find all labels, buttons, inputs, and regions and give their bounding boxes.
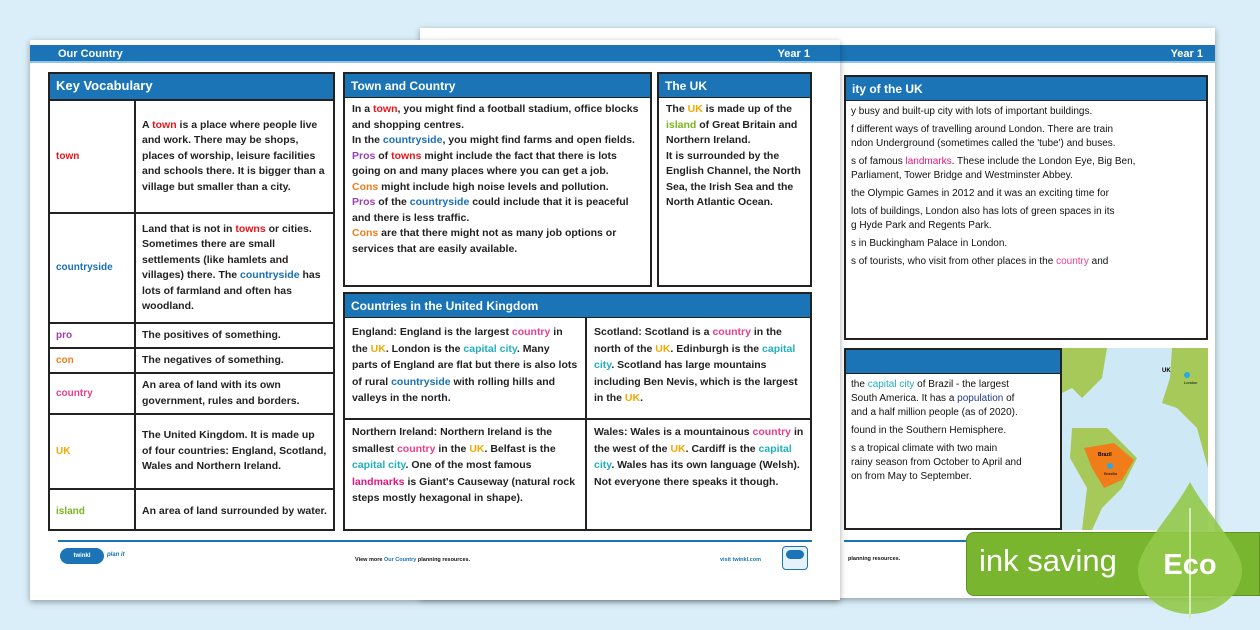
text-run: . Scotland has large mountains including Ben Nevis, which is the largest in the xyxy=(594,359,798,404)
vocab-row xyxy=(50,373,333,414)
keyword-con: Cons xyxy=(352,227,379,239)
keyword-country: country xyxy=(712,326,751,338)
text-run: in the west of the xyxy=(594,426,804,455)
text-run: in the xyxy=(352,326,563,355)
text-run: lots of buildings, London also has lots of green spaces in its xyxy=(851,206,1115,217)
keyword-town: town xyxy=(152,118,177,131)
country-cell-scotland xyxy=(587,320,812,411)
town-and-country-text xyxy=(345,98,650,261)
keyword-uk: UK xyxy=(624,392,641,404)
front-page xyxy=(30,40,840,600)
capital-paragraph xyxy=(851,123,1201,151)
vocab-definition xyxy=(135,348,333,373)
vocab-term: countryside xyxy=(50,213,135,323)
brazil-heading xyxy=(846,350,1060,374)
keyword-countryside: Our Country xyxy=(383,557,417,563)
brazil-paragraph xyxy=(851,378,1055,420)
view-more-link[interactable] xyxy=(355,557,470,563)
visit-twinkl-link[interactable]: visit twinkl.com xyxy=(720,557,761,563)
text-run: An area of land with its own government, rules and borders. xyxy=(142,379,300,407)
keyword-landmarks: landmarks xyxy=(352,475,405,488)
countries-heading: Countries in the United Kingdom xyxy=(345,294,810,318)
text-run: has lots of farmland and often has woodland. xyxy=(142,269,321,312)
text-run: might include high noise levels and pollution. xyxy=(378,180,609,193)
text-run: , you might find a football stadium, office blocks and shopping centres. xyxy=(352,103,639,131)
front-footer-line xyxy=(58,540,812,542)
keyword-pro: Pros xyxy=(352,196,376,208)
ink-saving-label: ink saving xyxy=(979,543,1117,578)
text-run: could include that it is peaceful and there is less traffic. xyxy=(352,196,629,224)
text-run: is a place where people live and work. There may be shops, places of worship, leisure facilities and schools there. It is bigger than a village but smaller than a city. xyxy=(142,118,325,193)
text-run: of Brazil - the largest xyxy=(914,379,1009,390)
text-run: of Great Britain and Northern Ireland. xyxy=(666,118,798,146)
keyword-country: country xyxy=(752,426,792,438)
vocab-row xyxy=(50,348,333,373)
key-vocabulary-box xyxy=(48,72,335,531)
text-run: in the xyxy=(435,442,470,455)
vocab-row xyxy=(50,489,333,531)
keyword-landmarks: landmarks xyxy=(905,156,952,167)
text-run: Northern Ireland: Northern Ireland is the smallest xyxy=(352,426,553,455)
capital-paragraph xyxy=(851,105,1201,119)
keyword-uk: UK xyxy=(655,342,671,355)
text-run: . London is the xyxy=(385,342,464,355)
eco-leaf-icon xyxy=(1130,478,1250,618)
text-run: . Wales has its own language (Welsh). Not everyone there speaks it though. xyxy=(594,459,800,488)
keyword-uk: UK xyxy=(469,442,485,455)
brasilia-dot xyxy=(1107,463,1113,469)
uk-box xyxy=(657,72,812,287)
vocab-definition xyxy=(135,323,333,348)
uk-text xyxy=(659,98,810,215)
keyword-capital: capital city xyxy=(463,342,517,355)
text-run: s a tropical climate with two main xyxy=(851,443,998,454)
brazil-paragraph xyxy=(851,424,1055,438)
vocab-term: con xyxy=(50,348,135,373)
brazil-paragraph xyxy=(851,442,1055,484)
text-run: s in Buckingham Palace in London. xyxy=(851,238,1008,249)
text-run: f different ways of travelling around London. There are train xyxy=(851,124,1114,135)
keyword-town: town xyxy=(373,103,398,115)
keyword-uk: UK xyxy=(370,342,386,355)
text-run: An area of land surrounded by water. xyxy=(142,504,327,517)
text-run: in the north of the xyxy=(594,326,782,355)
country-cell-england xyxy=(345,320,585,411)
vocab-definition xyxy=(135,373,333,414)
text-run: planning resources. xyxy=(416,557,471,563)
text-run: The xyxy=(666,103,688,115)
text-run: . xyxy=(640,392,644,404)
capital-paragraph xyxy=(851,187,1201,201)
vocabulary-table xyxy=(50,99,333,531)
text-run: the xyxy=(851,379,868,390)
text-run: and a half million people (as of 2020). xyxy=(851,407,1018,418)
keyword-con: Cons xyxy=(352,180,379,193)
brazil-text xyxy=(846,374,1060,492)
capital-paragraph xyxy=(851,205,1201,233)
text-run: of xyxy=(1003,393,1015,404)
country-cell-wales xyxy=(587,420,812,494)
map-label-brazil: Brazil xyxy=(1098,452,1112,458)
country-cell-northern-ireland xyxy=(345,420,585,511)
text-run: is Giant's Causeway (natural rock steps mostly hexagonal in shape). xyxy=(352,475,576,504)
uk-heading: The UK xyxy=(659,74,810,98)
map-label-uk: UK xyxy=(1162,368,1171,374)
keyword-countryside: countryside xyxy=(391,375,451,388)
countries-box xyxy=(343,292,812,531)
text-run: . Edinburgh is the xyxy=(670,342,763,355)
keyword-uk: UK xyxy=(670,442,686,455)
keyword-capital: capital city xyxy=(594,342,796,371)
text-run: Wales: Wales is a mountainous xyxy=(594,426,753,438)
text-run: y busy and built-up city with lots of important buildings. xyxy=(851,106,1093,117)
text-run: England: England is the largest xyxy=(352,326,512,338)
text-run: on from May to September. xyxy=(851,471,972,482)
keyword-island: island xyxy=(666,118,697,131)
twinkl-badge-icon xyxy=(782,546,808,570)
plan-it-label: plan it xyxy=(107,552,125,558)
text-run: the Olympic Games in 2012 and it was an exciting time for xyxy=(851,188,1109,199)
text-run: Land that is not in xyxy=(142,222,236,235)
text-run: Parliament, Tower Bridge and Westminster Abbey. xyxy=(851,170,1073,181)
text-run: and xyxy=(1088,256,1109,267)
town-and-country-heading: Town and Country xyxy=(345,74,650,98)
text-run: , you might find farms and open fields. xyxy=(442,134,635,146)
keyword-country: country xyxy=(396,442,436,455)
keyword-town: towns xyxy=(235,222,266,235)
text-run: g Hyde Park and Regents Park. xyxy=(851,220,992,231)
capital-paragraph xyxy=(851,255,1201,269)
town-and-country-box xyxy=(343,72,652,287)
text-run: are that there might not as many job options or services that are easily available. xyxy=(352,227,617,255)
text-run: It is surrounded by the English Channel, the North Sea, the Irish Sea and the North Atlantic Ocean. xyxy=(666,149,801,208)
keyword-capital: capital city xyxy=(352,459,406,471)
text-run: . Many parts of England are flat but there is also lots of rural xyxy=(352,342,578,388)
vocab-row xyxy=(50,414,333,489)
capital-city-box xyxy=(844,75,1208,340)
text-run: ndon Underground (sometimes called the 'tube') and buses. xyxy=(851,138,1116,149)
vocab-definition xyxy=(135,414,333,489)
keyword-countryside: countryside xyxy=(382,134,443,146)
page-title: Our Country xyxy=(58,48,123,60)
text-run: A xyxy=(142,118,153,131)
text-run: South America. It has a xyxy=(851,393,958,404)
brazil-box xyxy=(844,348,1062,530)
text-run: with rolling hills and valleys in the north. xyxy=(352,375,556,404)
text-run: . Cardiff is the xyxy=(685,442,759,455)
map-label-brasilia: Brasilia xyxy=(1104,471,1118,476)
north-america-shape xyxy=(1062,348,1107,398)
keyword-pro: Pros xyxy=(352,149,376,162)
text-run: View more xyxy=(355,557,384,563)
europe-africa-shape xyxy=(1162,348,1208,468)
london-dot xyxy=(1184,372,1190,378)
text-run: of xyxy=(375,149,392,162)
text-run: of the xyxy=(375,196,410,208)
keyword-capital: capital city xyxy=(594,442,792,471)
back-footer-text: planning resources. xyxy=(848,556,901,562)
text-run: is made up of the xyxy=(702,103,793,115)
text-run: rainy season from October to April and xyxy=(851,457,1022,468)
capital-paragraph xyxy=(851,237,1201,251)
keyword-population: population xyxy=(957,393,1004,404)
year-label: Year 1 xyxy=(777,48,810,60)
text-run: . Belfast is the xyxy=(484,442,556,455)
capital-city-text xyxy=(846,101,1206,277)
vocab-definition xyxy=(135,213,333,323)
vocab-definition xyxy=(135,489,333,531)
vocab-row xyxy=(50,213,333,323)
vocab-term: country xyxy=(50,373,135,414)
text-run: The United Kingdom. It is made up of four countries: England, Scotland, Wales and Northern Ireland. xyxy=(142,429,327,473)
text-run: or cities. Sometimes there are small settlements (like hamlets and villages) there. The xyxy=(142,222,312,281)
vocab-term: town xyxy=(50,100,135,213)
keyword-country: country xyxy=(1056,256,1089,267)
keyword-country: country xyxy=(511,326,551,338)
text-run: s of tourists, who visit from other places in the xyxy=(851,256,1057,267)
year-label: Year 1 xyxy=(1170,48,1203,60)
text-run: . These include the London Eye, Big Ben, xyxy=(951,156,1136,167)
vocab-term: UK xyxy=(50,414,135,489)
keyword-capital: capital city xyxy=(867,379,915,390)
eco-label: Eco xyxy=(1163,549,1217,581)
text-run: The negatives of something. xyxy=(142,353,284,366)
keyword-countryside: countryside xyxy=(240,269,300,281)
vocab-row xyxy=(50,323,333,348)
text-run: In the xyxy=(352,134,383,146)
text-run: found in the Southern Hemisphere. xyxy=(851,425,1007,436)
front-header-bar xyxy=(30,45,840,63)
twinkl-logo: twinkl xyxy=(60,548,104,564)
map-label-london: London xyxy=(1184,380,1198,385)
capital-city-heading: ity of the UK xyxy=(846,77,1206,101)
text-run: Scotland: Scotland is a xyxy=(594,326,713,338)
vocab-definition xyxy=(135,100,333,213)
text-run: The positives of something. xyxy=(142,328,281,341)
vocab-term: pro xyxy=(50,323,135,348)
text-run: . One of the most famous xyxy=(405,459,532,471)
key-vocabulary-heading: Key Vocabulary xyxy=(50,74,333,99)
keyword-uk: UK xyxy=(687,103,703,115)
text-run: In a xyxy=(352,103,374,115)
keyword-town: towns xyxy=(391,149,422,162)
capital-paragraph xyxy=(851,155,1201,183)
keyword-countryside: countryside xyxy=(409,196,470,208)
vocab-row xyxy=(50,100,333,213)
text-run: s of famous xyxy=(851,156,906,167)
vocab-term: island xyxy=(50,489,135,531)
text-run: might include the fact that there is lots going on and many places where you can get a job. xyxy=(352,149,617,177)
